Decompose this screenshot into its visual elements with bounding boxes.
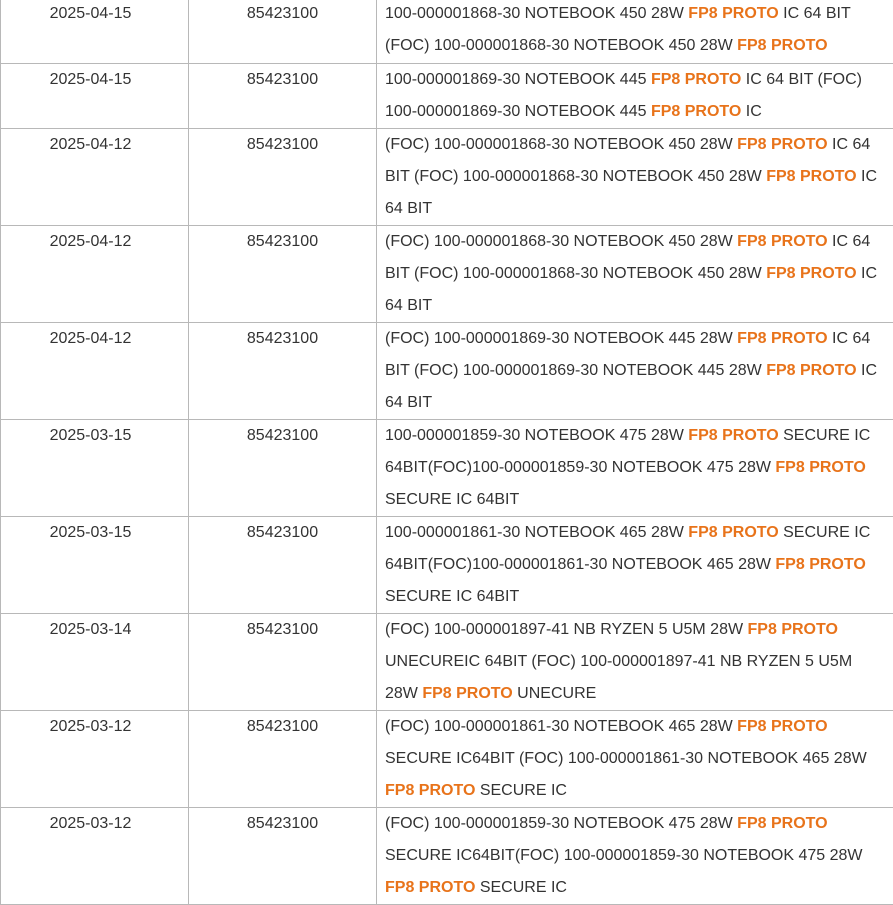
description-text: IC 64 BIT [385, 168, 877, 217]
description-text: (FOC) 100-000001861-30 NOTEBOOK 465 28W [385, 718, 737, 735]
hs-code-cell: 85423100 [189, 516, 377, 613]
description-text: SECURE IC [475, 782, 567, 799]
description-text: (FOC) 100-000001897-41 NB RYZEN 5 U5M 28W [385, 621, 748, 638]
hs-code-cell: 85423100 [189, 0, 377, 63]
table-row [1, 128, 893, 225]
description-text: (FOC) 100-000001869-30 NOTEBOOK 445 28W [385, 330, 737, 347]
table-row [1, 322, 893, 419]
date-cell: 2025-04-15 [1, 63, 189, 128]
description-cell [377, 419, 893, 516]
date-cell: 2025-03-15 [1, 516, 189, 613]
table-row [1, 63, 893, 128]
description-text: SECURE IC 64BIT [385, 491, 519, 508]
description-text: (FOC) 100-000001859-30 NOTEBOOK 475 28W [385, 815, 737, 832]
highlight-term: FP8 PROTO [737, 136, 827, 153]
description-text: 100-000001868-30 NOTEBOOK 450 28W [385, 5, 688, 22]
highlight-term: FP8 PROTO [651, 103, 741, 120]
table-row [1, 516, 893, 613]
description-text: IC 64 BIT (FOC) 100-000001868-30 NOTEBOOK 450 28W [385, 5, 850, 54]
date-cell: 2025-03-12 [1, 807, 189, 904]
highlight-term: FP8 PROTO [422, 685, 512, 702]
description-cell [377, 807, 893, 904]
highlight-term: FP8 PROTO [688, 427, 778, 444]
description-text: (FOC) 100-000001868-30 NOTEBOOK 450 28W [385, 136, 737, 153]
table-row [1, 0, 893, 63]
highlight-term: FP8 PROTO [651, 71, 741, 88]
highlight-term: FP8 PROTO [737, 37, 827, 54]
description-cell [377, 63, 893, 128]
highlight-term: FP8 PROTO [766, 168, 856, 185]
highlight-term: FP8 PROTO [737, 330, 827, 347]
date-cell: 2025-04-12 [1, 322, 189, 419]
description-cell [377, 0, 893, 63]
table-row [1, 613, 893, 710]
hs-code-cell: 85423100 [189, 225, 377, 322]
description-text: IC 64 BIT (FOC) 100-000001868-30 NOTEBOOK 450 28W [385, 233, 870, 282]
date-cell: 2025-03-12 [1, 710, 189, 807]
description-text: UNECURE [513, 685, 597, 702]
table-row [1, 225, 893, 322]
description-text: SECURE IC64BIT(FOC) 100-000001859-30 NOTEBOOK 475 28W [385, 847, 863, 864]
table-row [1, 419, 893, 516]
highlight-term: FP8 PROTO [688, 524, 778, 541]
description-text: SECURE IC 64BIT(FOC)100-000001859-30 NOTEBOOK 475 28W [385, 427, 870, 476]
description-text: SECURE IC [475, 879, 567, 896]
hs-code-cell: 85423100 [189, 322, 377, 419]
table-row [1, 807, 893, 904]
description-cell [377, 225, 893, 322]
description-text: SECURE IC 64BIT [385, 588, 519, 605]
highlight-term: FP8 PROTO [688, 5, 778, 22]
description-cell [377, 322, 893, 419]
description-text: IC 64 BIT [385, 362, 877, 411]
hs-code-cell: 85423100 [189, 710, 377, 807]
description-cell [377, 128, 893, 225]
description-cell [377, 516, 893, 613]
hs-code-cell: 85423100 [189, 419, 377, 516]
description-text: IC 64 BIT (FOC) 100-000001869-30 NOTEBOOK 445 [385, 71, 862, 120]
highlight-term: FP8 PROTO [737, 718, 827, 735]
date-cell: 2025-04-12 [1, 128, 189, 225]
hs-code-cell: 85423100 [189, 63, 377, 128]
highlight-term: FP8 PROTO [737, 233, 827, 250]
description-text: SECURE IC64BIT (FOC) 100-000001861-30 NOTEBOOK 465 28W [385, 750, 867, 767]
highlight-term: FP8 PROTO [775, 459, 865, 476]
date-cell: 2025-04-12 [1, 225, 189, 322]
highlight-term: FP8 PROTO [775, 556, 865, 573]
description-cell [377, 613, 893, 710]
hs-code-cell: 85423100 [189, 128, 377, 225]
description-text: IC 64 BIT (FOC) 100-000001869-30 NOTEBOOK 445 28W [385, 330, 870, 379]
highlight-term: FP8 PROTO [766, 265, 856, 282]
date-cell: 2025-03-15 [1, 419, 189, 516]
table-row [1, 710, 893, 807]
highlight-term: FP8 PROTO [385, 879, 475, 896]
description-text: UNECUREIC 64BIT (FOC) 100-000001897-41 NB RYZEN 5 U5M 28W [385, 653, 852, 702]
description-text: (FOC) 100-000001868-30 NOTEBOOK 450 28W [385, 233, 737, 250]
description-text: 100-000001859-30 NOTEBOOK 475 28W [385, 427, 688, 444]
date-cell: 2025-03-14 [1, 613, 189, 710]
description-text: SECURE IC 64BIT(FOC)100-000001861-30 NOTEBOOK 465 28W [385, 524, 870, 573]
description-text: IC 64 BIT [385, 265, 877, 314]
description-text: 100-000001861-30 NOTEBOOK 465 28W [385, 524, 688, 541]
date-cell: 2025-04-15 [1, 0, 189, 63]
description-text: IC 64 BIT (FOC) 100-000001868-30 NOTEBOOK 450 28W [385, 136, 870, 185]
records-table-body [1, 0, 893, 904]
description-text: 100-000001869-30 NOTEBOOK 445 [385, 71, 651, 88]
hs-code-cell: 85423100 [189, 807, 377, 904]
description-text: IC [741, 103, 761, 120]
highlight-term: FP8 PROTO [766, 362, 856, 379]
description-cell [377, 710, 893, 807]
highlight-term: FP8 PROTO [385, 782, 475, 799]
highlight-term: FP8 PROTO [748, 621, 838, 638]
hs-code-cell: 85423100 [189, 613, 377, 710]
highlight-term: FP8 PROTO [737, 815, 827, 832]
